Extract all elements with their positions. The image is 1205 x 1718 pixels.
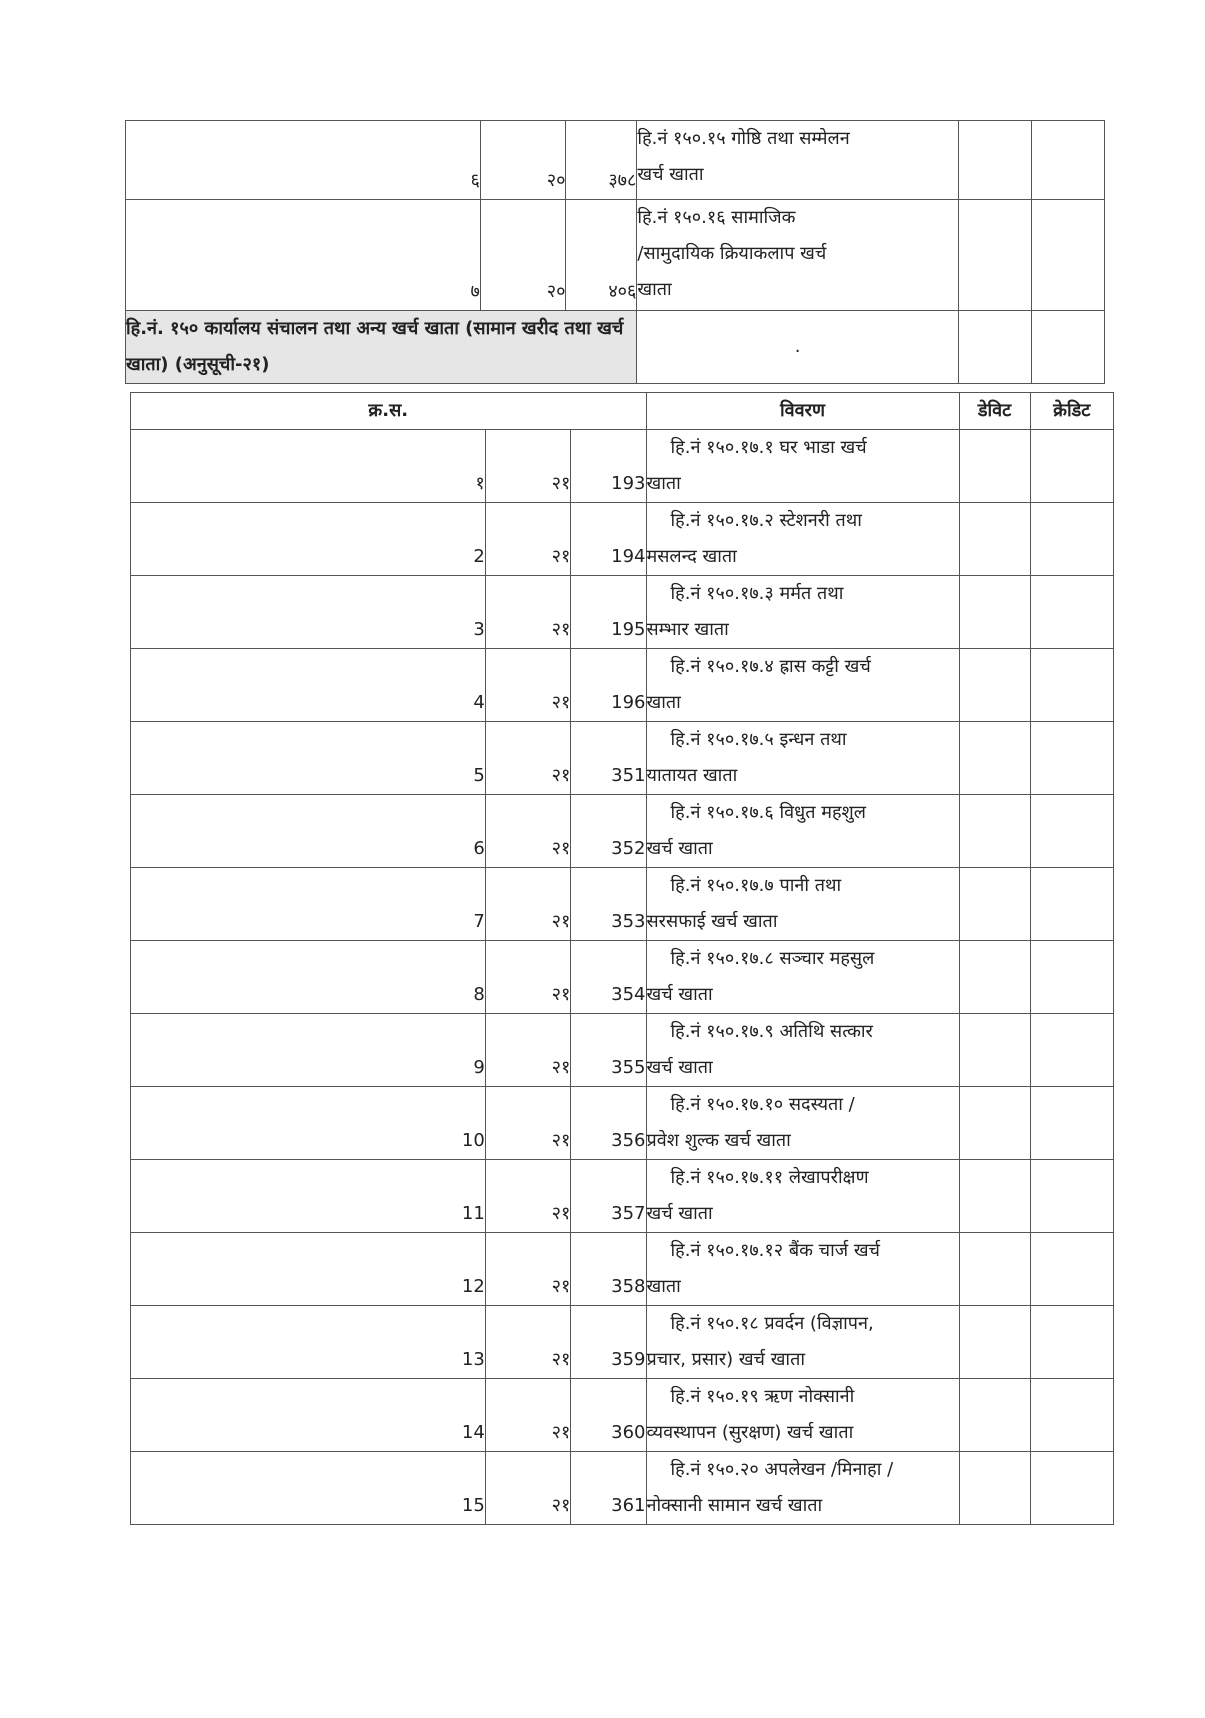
- account-code-cell: 352: [571, 795, 646, 868]
- schedule-ref-cell: २१: [485, 795, 571, 868]
- serial-number-cell: 14: [131, 1379, 486, 1452]
- account-code-cell: ३७८: [566, 121, 637, 200]
- description-line: /सामुदायिक क्रियाकलाप खर्च: [637, 243, 827, 264]
- account-code-cell: ४०६: [566, 200, 637, 311]
- serial-number-cell: 7: [131, 868, 486, 941]
- credit-cell: [1030, 795, 1114, 868]
- description-cell: [646, 430, 959, 503]
- description-line: हि.नं १५०.१७.८ सञ्चार महसुल: [670, 948, 875, 969]
- description-cell: [646, 1452, 959, 1525]
- table-row: [126, 121, 1105, 200]
- description-line: हि.नं १५०.१८ प्रवर्दन (विज्ञापन,: [670, 1313, 874, 1334]
- description-line: हि.नं १५०.१७.९ अतिथि सत्कार: [670, 1021, 873, 1042]
- description-line: हि.नं १५०.१७.६ विधुत महशुल: [670, 802, 866, 823]
- debit-cell: [959, 430, 1030, 503]
- account-code-cell: 351: [571, 722, 646, 795]
- credit-cell: [1031, 311, 1104, 384]
- description-line: सरसफाई खर्च खाता: [646, 911, 778, 932]
- description-line: हि.नं १५०.१७.१० सदस्यता /: [670, 1094, 855, 1115]
- description-line: हि.नं १५०.२० अपलेखन /मिनाहा /: [670, 1459, 894, 1480]
- account-code-cell: 360: [571, 1379, 646, 1452]
- serial-number-cell: 12: [131, 1233, 486, 1306]
- serial-number-cell: 10: [131, 1087, 486, 1160]
- schedule-ref-cell: २१: [485, 1452, 571, 1525]
- schedule-ref-cell: २१: [485, 649, 571, 722]
- description-cell: [646, 1233, 959, 1306]
- description-cell: [646, 941, 959, 1014]
- table-row: [131, 1379, 1114, 1452]
- description-cell: [646, 1379, 959, 1452]
- account-code-cell: 194: [571, 503, 646, 576]
- credit-cell: [1031, 200, 1104, 311]
- ledger-table-continued: [125, 120, 1105, 384]
- table-row: [131, 868, 1114, 941]
- description-line: खर्च खाता: [646, 984, 713, 1005]
- description-cell: [646, 1087, 959, 1160]
- description-line: मसलन्द खाता: [646, 546, 737, 567]
- debit-cell: [958, 311, 1031, 384]
- description-cell: [646, 795, 959, 868]
- credit-cell: [1030, 1087, 1114, 1160]
- section-title: हि.नं. १५० कार्यालय संचालन तथा अन्य खर्च खाता (सामान खरीद तथा खर्च खाता) (अनुसूची-२१): [126, 311, 637, 384]
- description-line: हि.नं १५०.१७.२ स्टेशनरी तथा: [670, 510, 862, 531]
- description-line: हि.नं १५०.१७.५ इन्धन तथा: [670, 729, 847, 750]
- debit-cell: [959, 576, 1030, 649]
- serial-number-header: क्र.स.: [131, 393, 647, 430]
- account-code-cell: 358: [571, 1233, 646, 1306]
- schedule-ref-cell: २१: [485, 576, 571, 649]
- credit-cell: [1031, 121, 1104, 200]
- credit-cell: [1030, 1014, 1114, 1087]
- debit-cell: [959, 941, 1030, 1014]
- serial-number-cell: 8: [131, 941, 486, 1014]
- debit-cell: [959, 868, 1030, 941]
- credit-cell: [1030, 941, 1114, 1014]
- table-row: [131, 795, 1114, 868]
- debit-cell: [959, 1160, 1030, 1233]
- credit-cell: [1030, 1160, 1114, 1233]
- account-code-cell: 193: [571, 430, 646, 503]
- section-row: [126, 311, 1105, 384]
- serial-number-cell: 11: [131, 1160, 486, 1233]
- description-line: खाता: [646, 473, 681, 494]
- account-code-cell: 361: [571, 1452, 646, 1525]
- debit-cell: [959, 1306, 1030, 1379]
- account-code-cell: 356: [571, 1087, 646, 1160]
- serial-number-cell: 13: [131, 1306, 486, 1379]
- debit-header: डेविट: [959, 393, 1030, 430]
- credit-cell: [1030, 1306, 1114, 1379]
- description-cell: [637, 121, 958, 200]
- description-line: हि.नं १५०.१७.११ लेखापरीक्षण: [670, 1167, 869, 1188]
- schedule-ref-cell: २१: [485, 503, 571, 576]
- table-row: [131, 1233, 1114, 1306]
- description-line: प्रवेश शुल्क खर्च खाता: [646, 1130, 791, 1151]
- table-row: [131, 941, 1114, 1014]
- schedule-ref-cell: २१: [485, 430, 571, 503]
- description-cell: [646, 503, 959, 576]
- description-line: खर्च खाता: [637, 164, 704, 185]
- description-cell: [646, 576, 959, 649]
- debit-cell: [959, 795, 1030, 868]
- description-cell: [646, 1014, 959, 1087]
- debit-cell: [959, 1087, 1030, 1160]
- serial-number-cell: ७: [126, 200, 481, 311]
- serial-number-cell: 4: [131, 649, 486, 722]
- serial-number-cell: ६: [126, 121, 481, 200]
- description-line: हि.नं १५०.१७.७ पानी तथा: [670, 875, 842, 896]
- account-code-cell: 353: [571, 868, 646, 941]
- description-line: हि.नं १५०.१९ ऋण नोक्सानी: [670, 1386, 855, 1407]
- credit-cell: [1030, 1233, 1114, 1306]
- table-row: [131, 1452, 1114, 1525]
- description-line: खर्च खाता: [646, 1057, 713, 1078]
- description-line: व्यवस्थापन (सुरक्षण) खर्च खाता: [646, 1422, 854, 1443]
- serial-number-cell: 15: [131, 1452, 486, 1525]
- description-line: खर्च खाता: [646, 838, 713, 859]
- credit-cell: [1030, 868, 1114, 941]
- serial-number-cell: 5: [131, 722, 486, 795]
- description-cell: [637, 200, 958, 311]
- description-cell: [646, 1306, 959, 1379]
- description-cell: [646, 649, 959, 722]
- credit-cell: [1030, 576, 1114, 649]
- table-row: [131, 576, 1114, 649]
- schedule-ref-cell: २१: [485, 1233, 571, 1306]
- credit-header: क्रेडिट: [1030, 393, 1114, 430]
- credit-cell: [1030, 1379, 1114, 1452]
- debit-cell: [959, 503, 1030, 576]
- description-line: खाता: [637, 279, 672, 300]
- schedule-ref-cell: २१: [485, 1087, 571, 1160]
- debit-cell: [959, 649, 1030, 722]
- debit-cell: [958, 200, 1031, 311]
- debit-cell: [958, 121, 1031, 200]
- credit-cell: [1030, 503, 1114, 576]
- schedule-ref-cell: २१: [485, 1379, 571, 1452]
- description-header: विवरण: [646, 393, 959, 430]
- schedule-ref-cell: २०: [480, 121, 566, 200]
- ledger-table: [130, 392, 1114, 1525]
- debit-cell: [959, 1379, 1030, 1452]
- schedule-ref-cell: २०: [480, 200, 566, 311]
- table-row: [131, 1306, 1114, 1379]
- description-line: यातायत खाता: [646, 765, 738, 786]
- credit-cell: [1030, 1452, 1114, 1525]
- schedule-ref-cell: २१: [485, 1306, 571, 1379]
- serial-number-cell: 6: [131, 795, 486, 868]
- description-line: हि.नं १५०.१७.१२ बैंक चार्ज खर्च: [670, 1240, 880, 1261]
- description-cell: [646, 868, 959, 941]
- schedule-ref-cell: २१: [485, 1160, 571, 1233]
- debit-cell: [959, 1452, 1030, 1525]
- account-code-cell: 354: [571, 941, 646, 1014]
- schedule-ref-cell: २१: [485, 1014, 571, 1087]
- description-line: नोक्सानी सामान खर्च खाता: [646, 1495, 823, 1516]
- description-line: हि.नं १५०.१७.१ घर भाडा खर्च: [670, 437, 867, 458]
- debit-cell: [959, 1014, 1030, 1087]
- debit-cell: [959, 1233, 1030, 1306]
- table-header-row: [131, 393, 1114, 430]
- table-row: [131, 430, 1114, 503]
- section-dot: .: [637, 311, 958, 384]
- description-line: खर्च खाता: [646, 1203, 713, 1224]
- serial-number-cell: 3: [131, 576, 486, 649]
- description-line: हि.नं १५०.१७.३ मर्मत तथा: [670, 583, 844, 604]
- description-line: सम्भार खाता: [646, 619, 729, 640]
- description-line: हि.नं १५०.१६ सामाजिक: [637, 207, 796, 228]
- schedule-ref-cell: २१: [485, 868, 571, 941]
- description-line: हि.नं १५०.१७.४ ह्रास कट्टी खर्च: [670, 656, 871, 677]
- table-row: [126, 200, 1105, 311]
- serial-number-cell: 2: [131, 503, 486, 576]
- description-cell: [646, 1160, 959, 1233]
- description-line: खाता: [646, 692, 681, 713]
- account-code-cell: 195: [571, 576, 646, 649]
- account-code-cell: 355: [571, 1014, 646, 1087]
- debit-cell: [959, 722, 1030, 795]
- credit-cell: [1030, 430, 1114, 503]
- credit-cell: [1030, 722, 1114, 795]
- schedule-ref-cell: २१: [485, 722, 571, 795]
- table-row: [131, 1014, 1114, 1087]
- table-row: [131, 503, 1114, 576]
- schedule-ref-cell: २१: [485, 941, 571, 1014]
- description-cell: [646, 722, 959, 795]
- serial-number-cell: १: [131, 430, 486, 503]
- table-row: [131, 722, 1114, 795]
- account-code-cell: 357: [571, 1160, 646, 1233]
- table-row: [131, 1160, 1114, 1233]
- description-line: प्रचार, प्रसार) खर्च खाता: [646, 1349, 806, 1370]
- account-code-cell: 196: [571, 649, 646, 722]
- account-code-cell: 359: [571, 1306, 646, 1379]
- description-line: खाता: [646, 1276, 681, 1297]
- description-line: हि.नं १५०.१५ गोष्ठि तथा सम्मेलन: [637, 128, 850, 149]
- credit-cell: [1030, 649, 1114, 722]
- serial-number-cell: 9: [131, 1014, 486, 1087]
- table-row: [131, 1087, 1114, 1160]
- table-row: [131, 649, 1114, 722]
